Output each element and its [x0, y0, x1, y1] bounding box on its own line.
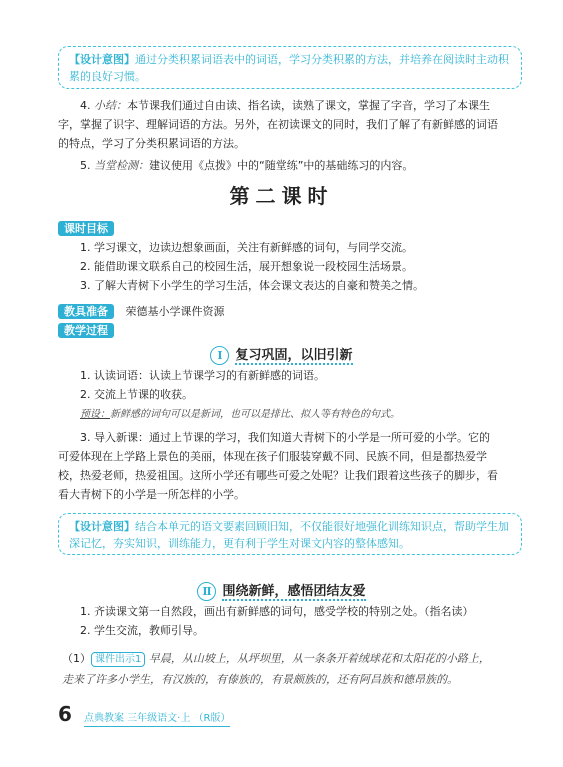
goal-item: 3. 了解大青树下小学生的学习生活，体会课文表达的自豪和赞美之情。	[80, 279, 424, 292]
process-label-wrap	[58, 323, 114, 338]
prep-row	[58, 303, 225, 319]
section-1-item-3: 3. 导入新课：通过上节课的学习，我们知道大青树下的小学是一所可爱的小学。它的可爱体现在上学路上景色的美丽，体现在孩子们服装穿戴不同、民族不同，但是都热爱学校，热爱老师，热爱祖国。这所小学还有哪些可爱之处呢？让我们跟着这些孩子的脚步，看看大青树下的小学是一所怎样的小学。	[58, 431, 498, 501]
page-number: 6	[58, 702, 72, 726]
check-num: 5.	[80, 159, 91, 172]
section-1-title: 复习巩固，以旧引新	[235, 344, 352, 365]
design-intent-box	[58, 46, 522, 89]
section-2-item: 1. 齐读课文第一自然段，画出有新鲜感的词句，感受学校的特别之处。（指名读）	[80, 605, 474, 618]
courseware-badge: 课件出示1	[91, 652, 145, 667]
section-1-item: 2. 交流上节课的收获。	[80, 388, 193, 401]
summary-key: 小结：	[94, 99, 127, 112]
goal-item: 1. 学习课文，边读边想象画面，关注有新鲜感的词句，与同学交流。	[80, 241, 413, 254]
section-2-numeral: Ⅱ	[197, 582, 216, 601]
courseware-paragraph	[62, 648, 499, 690]
prep-text: 荣德基小学课件资源	[125, 305, 225, 318]
design-intent-text: 通过分类积累词语表中的词语，学习分类积累的方法，并培养在阅读时主动积累的良好习惯。	[69, 53, 509, 83]
goals-list	[80, 238, 499, 295]
design-intent-box-2	[58, 513, 522, 555]
goals-label: 课时目标	[58, 221, 114, 236]
footer-text: 点典教案 三年级语文·上 （R版）	[84, 709, 230, 727]
section-1-heading	[0, 344, 563, 365]
design-intent-text-2: 结合本单元的语文要素回顾旧知，不仅能很好地强化训练知识点，帮助学生加深记忆，夯实知识，训练能力，更有利于学生对课文内容的整体感知。	[69, 520, 509, 550]
preset-note	[80, 405, 499, 424]
section-1-numeral: Ⅰ	[210, 346, 229, 365]
summary-num: 4.	[80, 99, 91, 112]
courseware-text: 早晨，从山坡上，从坪坝里，从一条条开着绒球花和太阳花的小路上，走来了许多小学生，有汉族的，有傣族的，有景颇族的，还有阿昌族和德昂族的。	[62, 652, 490, 686]
sub-item-num: （1）	[62, 652, 91, 665]
process-label: 教学过程	[58, 323, 114, 338]
design-intent-tag: 【设计意图】	[69, 53, 135, 66]
check-text: 建议使用《点拨》中的“随堂练”中的基础练习的内容。	[149, 159, 414, 172]
section-2-heading	[0, 580, 563, 601]
check-key: 当堂检测：	[94, 159, 149, 172]
section-2-title: 围绕新鲜，感悟团结友爱	[222, 580, 365, 601]
section-1-items	[80, 366, 499, 404]
section-2-items	[80, 602, 499, 640]
goal-item: 2. 能借助课文联系自己的校园生活，展开想象说一段校园生活场景。	[80, 260, 413, 273]
lesson-title: 第二课时	[229, 184, 334, 208]
preset-text: 新鲜感的词句可以是新词，也可以是排比、拟人等有特色的句式。	[110, 409, 400, 420]
section-2-item: 2. 学生交流，教师引导。	[80, 624, 204, 637]
goals-label-wrap	[58, 221, 114, 236]
check-paragraph	[58, 156, 499, 175]
preset-key: 预设：	[80, 409, 110, 420]
summary-paragraph	[58, 96, 499, 153]
summary-text: 本节课我们通过自由读、指名读，读熟了课文，掌握了字音，学习了本课生字，掌握了识字、理解词语的方法。另外，在初读课文的同时，我们了解了有新鲜感的词语的特点，学习了分类积累词语的方法。	[58, 99, 498, 150]
section-1-item: 1. 认读词语：认读上节课学习的有新鲜感的词语。	[80, 369, 325, 382]
design-intent-tag-2: 【设计意图】	[69, 520, 135, 533]
prep-label: 教具准备	[58, 304, 114, 319]
